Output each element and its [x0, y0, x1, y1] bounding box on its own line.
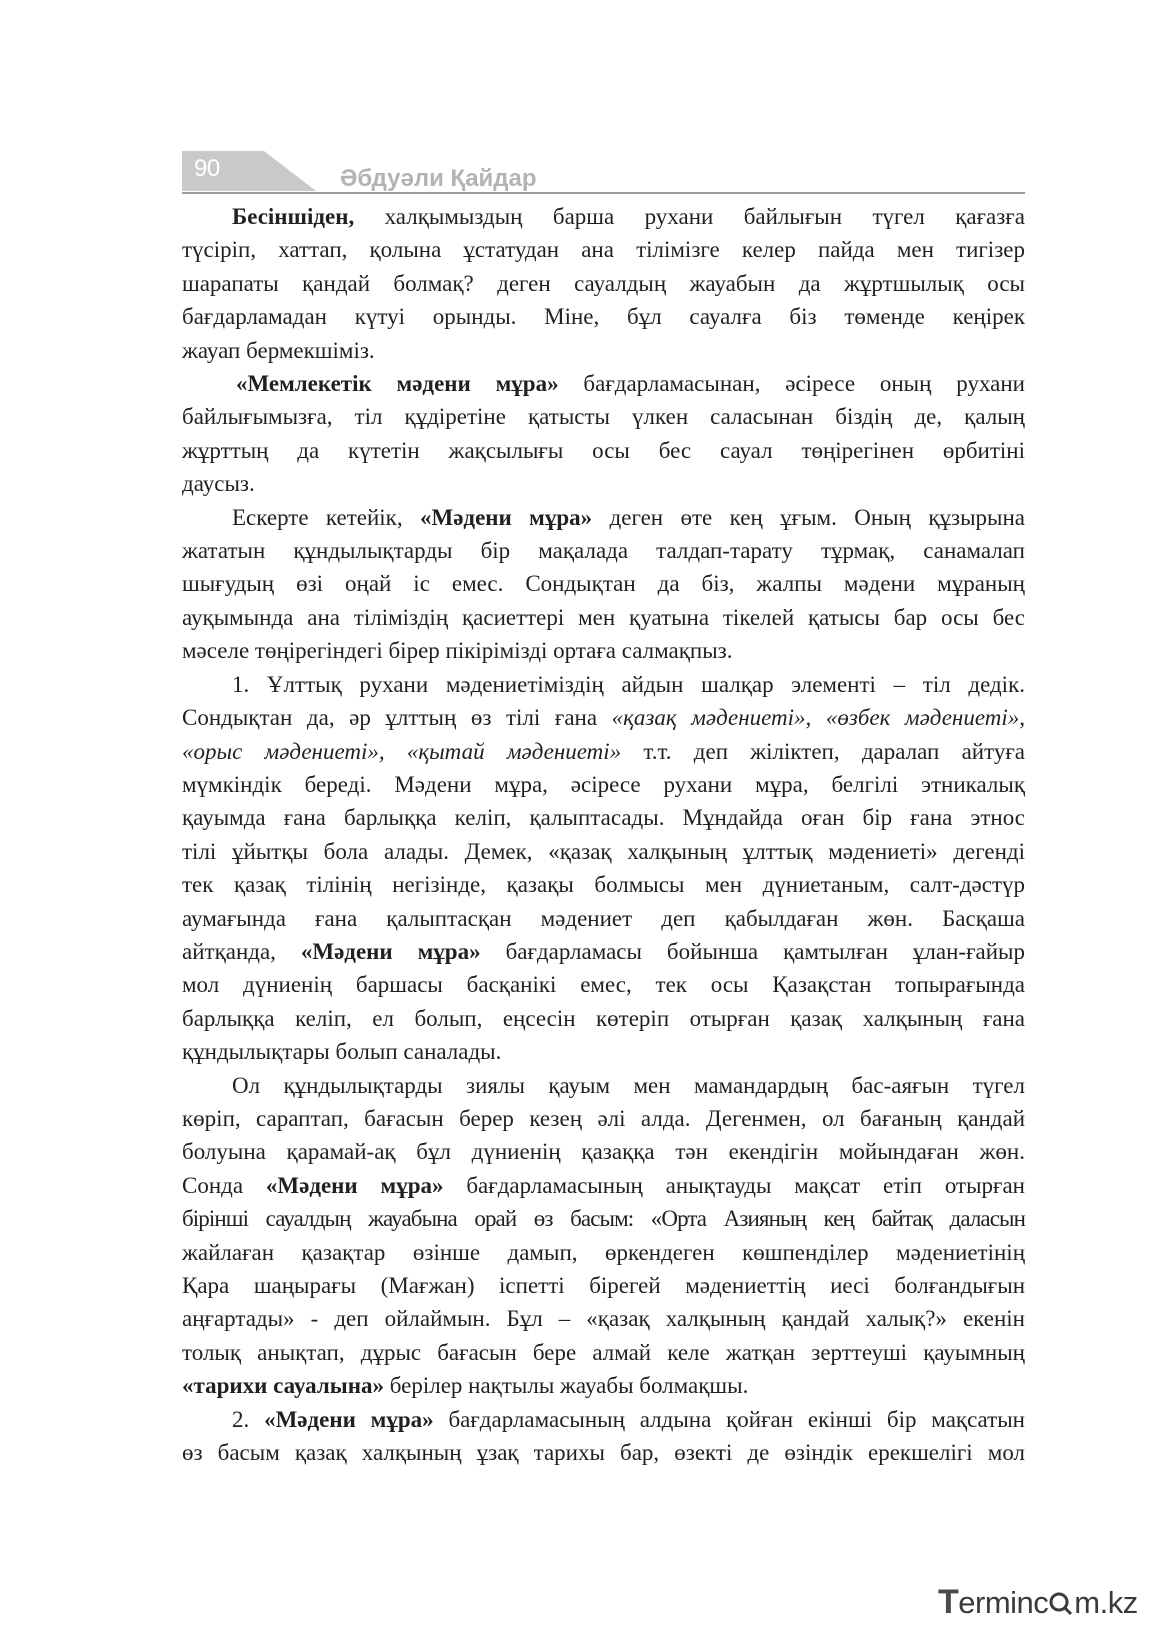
text-run: халқымыздың барша рухани байлығын түгел қағазға — [354, 204, 1025, 229]
text-run: деген өте кең ұғым. Оның құзырына — [592, 504, 1025, 530]
text-line — [182, 735, 1025, 768]
bold-term: «Мәдени мұра» — [420, 504, 593, 530]
watermark-t: T — [938, 1583, 959, 1621]
paragraph-3 — [182, 501, 1025, 668]
text-line — [182, 501, 1025, 534]
text-line: өз басым қазақ халқының ұзақ тарихы бар, өзекті де өзіндік ерекшелігі мол — [182, 1440, 1025, 1466]
text-line — [182, 1369, 1025, 1402]
text-run: айтқанда, — [182, 938, 301, 964]
page-header — [182, 151, 1025, 195]
text-run: бағдарламасынан, әсіресе оның рухани — [558, 371, 1025, 397]
text-line: жауап бермекшіміз. — [182, 337, 375, 363]
header-rule — [182, 192, 1025, 194]
text-line — [182, 367, 1025, 400]
text-run: берілер нақтылы жауабы болмақшы. — [383, 1373, 749, 1399]
text-line: аңғартады» - деп ойлаймын. Бұл – «қазақ халқының қандай халық?» екенін — [182, 1306, 1025, 1332]
italic-term: «орыс мәдениеті», «қытай мәдениеті» — [182, 738, 622, 764]
termincom-watermark — [938, 1583, 1138, 1623]
header-tab-shape — [182, 151, 1025, 195]
text-line: қауымда ғана барлыққа келіп, қалыптасады. Мұндайда оған бір ғана этнос — [182, 805, 1025, 831]
text-line: тілі ұйытқы бола алады. Демек, «қазақ халқының ұлттық мәдениеті» дегенді — [182, 838, 1025, 864]
text-line: көріп, сараптап, бағасын берер кезең әлі алда. Дегенмен, ол бағаның қандай — [182, 1105, 1025, 1131]
page-number: 90 — [194, 155, 220, 182]
text-line: шарапаты қандай болмақ? деген сауалдың жауабын да жұртшылық осы — [182, 270, 1025, 296]
text-line: жататын құндылықтарды бір мақалада талдап-тарату тұрмақ, санамалап — [182, 538, 1025, 564]
bold-term: «Мәдени мұра» — [300, 938, 481, 964]
text-line — [182, 701, 1025, 734]
page-body — [182, 200, 1025, 1469]
text-line: болуына қарамай-ақ бұл дүниенің қазаққа тән екендігін мойындаған жөн. — [182, 1139, 1025, 1165]
text-line: бағдарламадан күтуі орынды. Міне, бұл сауалға біз төменде кеңірек — [182, 304, 1025, 330]
text-line: шығудың өзі оңай іс емес. Сондықтан да біз, жалпы мәдени мұраның — [182, 571, 1025, 597]
text-line: жұрттың да күтетін жақсылығы осы бес сауал төңірегінен өрбитіні — [182, 437, 1025, 463]
text-line: тек қазақ тілінің негізінде, қазақы болмысы мен дүниетаным, салт-дәстүр — [182, 872, 1025, 898]
text-run: Сонда — [182, 1172, 266, 1198]
bold-term: «Мемлекетік мәдени мұра» — [236, 371, 559, 397]
text-line: Қара шаңырағы (Мағжан) іспетті бірегей мәдениеттің иесі болғандығын — [182, 1273, 1025, 1298]
watermark-text-1: erminc — [958, 1585, 1049, 1620]
bold-term: «Мәдени мұра» — [265, 1172, 444, 1198]
bold-term: «тарихи сауалына» — [182, 1373, 384, 1399]
text-line: толық анықтап, дұрыс бағасын бере алмай келе жатқан зерттеуші қауымның — [182, 1339, 1025, 1365]
text-run: бағдарламасы бойынша қамтылған ұлан-ғайыр — [480, 938, 1025, 964]
text-line: Ол құндылықтарды зиялы қауым мен мамандардың бас-аяғын түгел — [232, 1072, 1025, 1098]
text-run: Сондықтан да, әр ұлттың өз тілі ғана — [182, 705, 612, 731]
text-line: мүмкіндік береді. Мәдени мұра, әсіресе рухани мұра, белгілі этникалық — [182, 771, 1025, 797]
text-line: мол дүниенің баршасы басқанікі емес, тек осы Қазақстан топырағында — [182, 972, 1025, 998]
text-line: бірінші сауалдың жауабына орай өз басым: «Орта Азияның кең байтақ даласын — [182, 1206, 1025, 1232]
text-line: даусыз. — [182, 471, 255, 497]
text-line: жайлаған қазақтар өзінше дамып, өркендеген көшпенділер мәдениетінің — [182, 1239, 1025, 1265]
italic-term: «қазақ мәдениеті», «өзбек мәдениеті», — [611, 705, 1026, 731]
text-line: түсіріп, хаттап, қолына ұстатудан ана тілімізге келер пайда мен тигізер — [182, 237, 1025, 263]
text-run: т.т. деп жіліктеп, даралап айтуға — [621, 738, 1025, 764]
text-line — [182, 1169, 1025, 1202]
text-line: ауқымында ана тіліміздің қасиеттері мен қуатына тікелей қатысы бар осы бес — [182, 604, 1025, 630]
text-line — [182, 935, 1025, 968]
magnifier-icon — [1048, 1589, 1074, 1615]
text-run: бағдарламасының алдына қойған екінші бір мақсатын — [433, 1406, 1025, 1432]
text-line: мәселе төңірегіндегі бірер пікірімізді ортаға салмақпыз. — [182, 638, 733, 664]
text-line — [182, 200, 1025, 233]
text-line: барлыққа келіп, ел болып, еңсесін көтеріп отырған қазақ халқының ғана — [182, 1005, 1025, 1031]
text-run: бағдарламасының анықтауды мақсат етіп отырған — [443, 1172, 1025, 1198]
text-line: байлығымызға, тіл құдіретіне қатысты үлкен саласынан біздің де, қалың — [182, 404, 1025, 430]
text-line: 1. Ұлттық рухани мәдениетіміздің айдын шалқар элементі – тіл дедік. — [232, 671, 1025, 697]
text-line: құндылықтары болып саналады. — [182, 1039, 502, 1065]
paragraph-2 — [182, 367, 1025, 501]
paragraph-4 — [182, 668, 1025, 1069]
paragraph-5 — [182, 1069, 1025, 1403]
bold-term: «Мәдени мұра» — [264, 1406, 434, 1432]
text-line: аумағында ғана қалыптасқан мәдениет деп қабылдаған жөн. Басқаша — [182, 905, 1025, 931]
bold-term: Бесіншіден, — [232, 204, 355, 229]
running-head-author: Әбдуәли Қайдар — [340, 165, 537, 192]
text-line — [182, 1403, 1025, 1436]
text-run: Ескерте кетейік, — [232, 504, 421, 530]
text-run: 2. — [232, 1406, 265, 1432]
paragraph-1 — [182, 200, 1025, 367]
watermark-text-2: m.kz — [1074, 1585, 1138, 1620]
paragraph-6 — [182, 1403, 1025, 1470]
